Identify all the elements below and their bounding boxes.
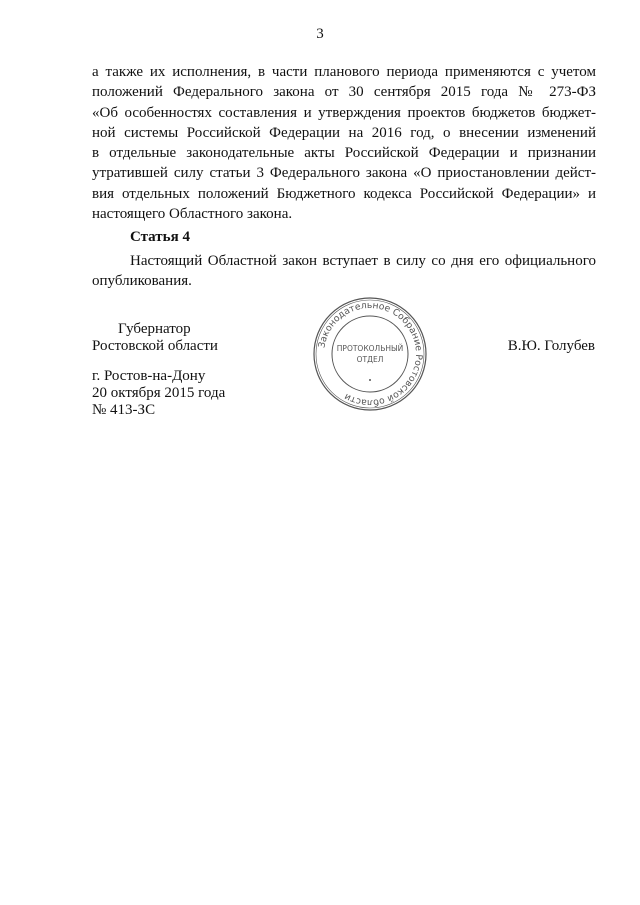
signatory-name: В.Ю. Голубев — [507, 338, 595, 354]
text-line: в отдельные законодательные акты Российской Федерации и признании — [92, 145, 596, 162]
seal-inner-text-line-1: ПРОТОКОЛЬНЫЙ — [336, 344, 404, 353]
paragraph-article-4 — [92, 251, 596, 292]
place-of-signing: г. Ростов-на-Дону — [92, 368, 206, 384]
law-number: № 413-ЗС — [92, 402, 156, 418]
signatory-position-line-1: Губернатор — [118, 321, 191, 337]
text-line: утратившей силу статьи 3 Федерального закона «О приостановлении дейст- — [92, 165, 596, 182]
seal-inner-text-line-2: ОТДЕЛ — [356, 355, 384, 364]
text-line: Настоящий Областной закон вступает в силу со дня его официального — [130, 253, 596, 269]
seal-outer-text: Законодательное Собрание Ростовской области — [316, 299, 425, 409]
article-heading: Статья 4 — [130, 229, 190, 245]
paragraph-article-3-continuation — [92, 62, 596, 224]
text-line: «Об особенностях составления и утверждения проектов бюджетов бюджет- — [92, 104, 596, 121]
page-number: 3 — [316, 26, 324, 42]
text-line: положений Федерального закона от 30 сентября 2015 года № 273-ФЗ — [92, 84, 596, 101]
seal-dot — [369, 379, 371, 381]
official-seal — [312, 296, 428, 412]
text-line: опубликования. — [92, 273, 192, 290]
text-line: а также их исполнения, в части планового периода применяются с учетом — [92, 64, 596, 80]
text-line: настоящего Областного закона. — [92, 206, 293, 223]
text-line: вия отдельных положений Бюджетного кодекса Российской Федерации» и — [92, 185, 596, 202]
date-of-signing: 20 октября 2015 года — [92, 385, 226, 401]
text-line: ной системы Российской Федерации на 2016 год, о внесении изменений — [92, 124, 596, 141]
signatory-position-line-2: Ростовской области — [92, 338, 218, 354]
